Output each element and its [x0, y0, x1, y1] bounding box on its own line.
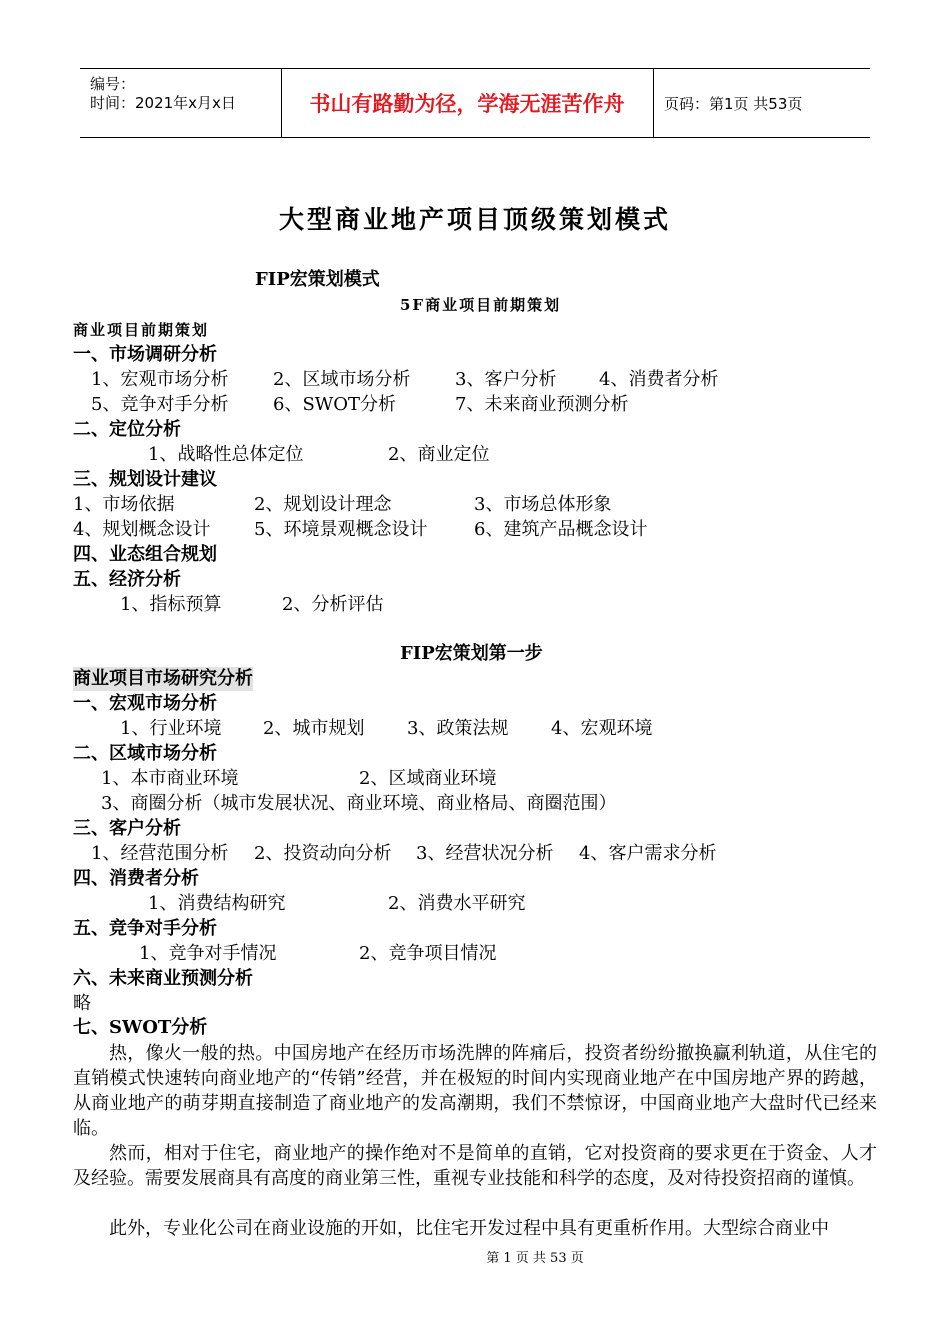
m6-text: 略: [73, 993, 91, 1014]
step1-heading: FIP宏策划第一步: [400, 643, 543, 664]
s5-item: 2、分析评估: [282, 594, 384, 615]
fip-mode: FIP宏策划模式: [255, 269, 380, 290]
m6-heading: 六、未来商业预测分析: [73, 968, 253, 989]
s1-heading: 一、市场调研分析: [73, 344, 217, 365]
m7-paragraph: 然而，相对于住宅，商业地产的操作绝对不是简单的直销，它对投资商的要求更在于资金、人才及经验。需要发展商具有高度的商业第三性，重视专业技能和科学的态度，及对待投资招商的谨慎。: [73, 1143, 877, 1189]
header-table: [80, 68, 870, 138]
s3-item: 1、市场依据: [73, 494, 175, 515]
m2-heading: 二、区域市场分析: [73, 743, 217, 764]
s3-heading: 三、规划设计建议: [73, 469, 217, 490]
s3-item: 4、规划概念设计: [73, 519, 211, 540]
m4-item: 2、消费水平研究: [388, 893, 526, 914]
s2-item: 2、商业定位: [388, 444, 490, 465]
header-page-info: 页码：第1页 共53页: [664, 94, 803, 113]
s3-item: 5、环境景观概念设计: [254, 519, 428, 540]
m3-heading: 三、客户分析: [73, 818, 181, 839]
number-label: 编号：: [90, 75, 136, 93]
m4-item: 1、消费结构研究: [148, 893, 286, 914]
m2-item: 3、商圈分析（城市发展状况、商业环境、商业格局、商圈范围）: [101, 793, 617, 814]
s3-item: 6、建筑产品概念设计: [474, 519, 648, 540]
s2-heading: 二、定位分析: [73, 419, 181, 440]
m1-item: 4、宏观环境: [551, 718, 653, 739]
s1-item: 4、消费者分析: [599, 369, 719, 390]
s5-item: 1、指标预算: [120, 594, 222, 615]
s5-heading: 五、经济分析: [73, 569, 181, 590]
m1-heading: 一、宏观市场分析: [73, 693, 217, 714]
m3-item: 2、投资动向分析: [254, 843, 392, 864]
m3-item: 4、客户需求分析: [579, 843, 717, 864]
m7-paragraph: 此外，专业化公司在商业设施的开如，比住宅开发过程中具有更重析作用。大型综合商业中: [109, 1218, 829, 1239]
m7-heading: 七、SWOT分析: [73, 1017, 208, 1038]
m7-paragraph: 热，像火一般的热。中国房地产在经历市场洗牌的阵痛后，投资者纷纷撤换赢利轨道，从住宅的直销模式快速转向商业地产的“传销”经营，并在极短的时间内实现商业地产在中国房地产界的跨越，从商业地产的萌芽期直接制造了商业地产的发高潮期，我们不禁惊讶，中国商业地产大盘时代已经来临。: [73, 1043, 877, 1139]
s1-item: 5、竞争对手分析: [91, 394, 229, 415]
m5-item: 1、竞争对手情况: [139, 943, 277, 964]
m5-heading: 五、竞争对手分析: [73, 918, 217, 939]
m2-item: 1、本市商业环境: [101, 768, 239, 789]
s3-item: 2、规划设计理念: [254, 494, 392, 515]
m4-heading: 四、消费者分析: [73, 868, 199, 889]
s4-heading: 四、业态组合规划: [73, 544, 217, 565]
m3-item: 1、经营范围分析: [91, 843, 229, 864]
page-footer: 第 1 页 共 53 页: [486, 1251, 584, 1266]
pre-planning-heading: 商业项目前期策划: [73, 321, 210, 339]
s1-item: 7、未来商业预测分析: [455, 394, 629, 415]
s1-item: 6、SWOT分析: [273, 394, 397, 415]
m5-item: 2、竞争项目情况: [359, 943, 497, 964]
m1-item: 1、行业环境: [120, 718, 222, 739]
doc-title: 大型商业地产项目顶级策划模式: [278, 205, 671, 234]
s1-item: 2、区域市场分析: [273, 369, 411, 390]
s3-item: 3、市场总体形象: [474, 494, 612, 515]
m3-item: 3、经营状况分析: [416, 843, 554, 864]
m2-item: 2、区域商业环境: [359, 768, 497, 789]
header-meta: [80, 69, 280, 137]
header-motto: 书山有路勤为径，学海无涯苦作舟: [309, 92, 625, 116]
s1-item: 3、客户分析: [455, 369, 557, 390]
s2-item: 1、战略性总体定位: [148, 444, 304, 465]
market-research-heading: 商业项目市场研究分析: [73, 668, 253, 689]
m1-item: 3、政策法规: [407, 718, 509, 739]
s1-item: 1、宏观市场分析: [91, 369, 229, 390]
date-label: 时间：2021年x月x日: [90, 94, 236, 112]
fip-5f: 5F商业项目前期策划: [400, 296, 562, 314]
m1-item: 2、城市规划: [263, 718, 365, 739]
